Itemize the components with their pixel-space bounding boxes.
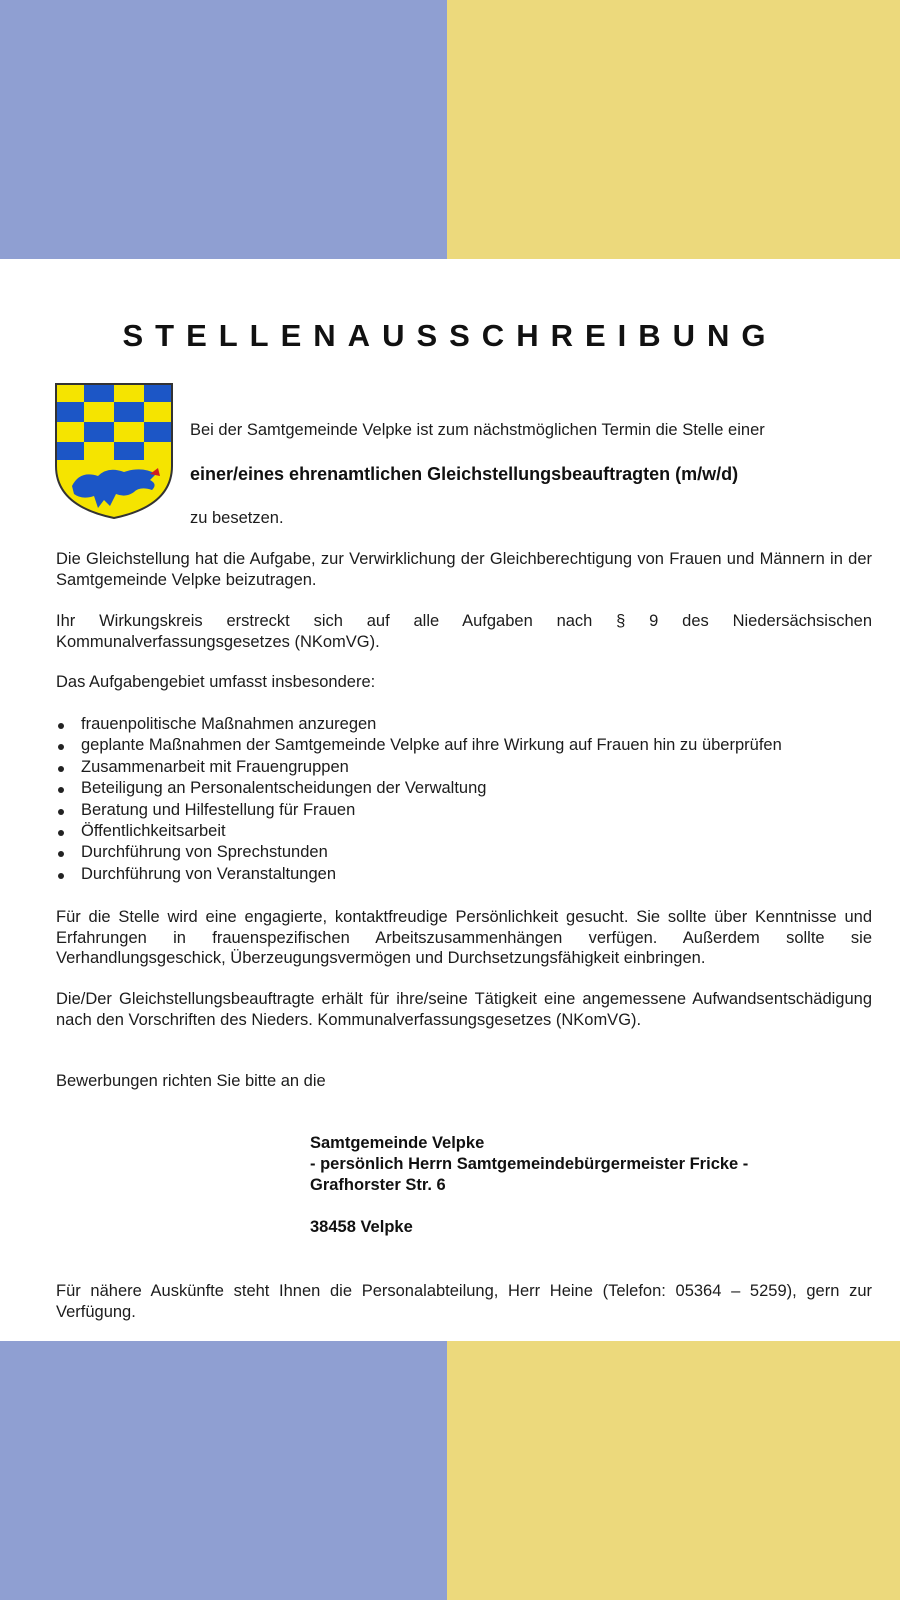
- paragraph-profile: Für die Stelle wird eine engagierte, kontaktfreudige Persönlichkeit gesucht. Sie sollte über Kenntnisse und Erfahrungen in frauenspezifischen Arbeitszusammenhängen verfügen. Außerdem sollte sie Verhandlungsgeschick, Überzeugungsvermögen und Durchsetzungsfähigkeit einbringen.: [56, 908, 872, 967]
- position-title: einer/eines ehrenamtlichen Gleichstellungsbeauftragten (m/w/d): [190, 464, 739, 484]
- list-item: Öffentlichkeitsarbeit: [56, 821, 872, 842]
- bottom-yellow-block: [447, 1341, 900, 1600]
- top-yellow-block: [447, 0, 900, 259]
- address-org: Samtgemeinde Velpke: [310, 1134, 485, 1152]
- list-item: Beratung und Hilfestellung für Frauen: [56, 800, 872, 821]
- intro-text: Bei der Samtgemeinde Velpke ist zum nächstmöglichen Termin die Stelle einer: [190, 421, 765, 439]
- list-item: Durchführung von Veranstaltungen: [56, 864, 872, 885]
- application-address: [310, 1133, 748, 1238]
- paragraph-application-intro: Bewerbungen richten Sie bitte an die: [56, 1072, 326, 1090]
- top-blue-block: [0, 0, 447, 259]
- task-list: [56, 714, 872, 885]
- list-item: Durchführung von Sprechstunden: [56, 842, 872, 863]
- bottom-color-band: [0, 1341, 900, 1600]
- job-posting-document: [0, 259, 900, 1341]
- address-street: Grafhorster Str. 6: [310, 1176, 446, 1194]
- address-city: 38458 Velpke: [310, 1218, 413, 1236]
- list-item: geplante Maßnahmen der Samtgemeinde Velpke auf ihre Wirkung auf Frauen hin zu überprüfen: [56, 735, 872, 756]
- bottom-blue-block: [0, 1341, 447, 1600]
- intro-end-text: zu besetzen.: [190, 509, 284, 527]
- document-title: STELLENAUSSCHREIBUNG: [122, 318, 778, 353]
- paragraph-tasks-intro: Das Aufgabengebiet umfasst insbesondere:: [56, 673, 376, 691]
- list-item: Beteiligung an Personalentscheidungen der Verwaltung: [56, 778, 872, 799]
- list-item: Zusammenarbeit mit Frauengruppen: [56, 757, 872, 778]
- paragraph-contact: Für nähere Auskünfte steht Ihnen die Personalabteilung, Herr Heine (Telefon: 05364 – 5259), gern zur Verfügung.: [56, 1282, 872, 1321]
- paragraph-purpose: Die Gleichstellung hat die Aufgabe, zur Verwirklichung der Gleichberechtigung von Frauen und Männern in der Samtgemeinde Velpke beizutragen.: [56, 550, 872, 589]
- paragraph-scope: Ihr Wirkungskreis erstreckt sich auf alle Aufgaben nach § 9 des Niedersächsischen Kommunalverfassungsgesetzes (NKomVG).: [56, 612, 872, 651]
- top-color-band: [0, 0, 900, 259]
- velpke-coat-of-arms-icon: [54, 382, 174, 520]
- list-item: frauenpolitische Maßnahmen anzuregen: [56, 714, 872, 735]
- paragraph-compensation: Die/Der Gleichstellungsbeauftragte erhält für ihre/seine Tätigkeit eine angemessene Aufwandsentschädigung nach den Vorschriften des Nieders. Kommunalverfassungsgesetzes (NKomVG).: [56, 990, 872, 1029]
- address-attention: - persönlich Herrn Samtgemeindebürgermeister Fricke -: [310, 1155, 749, 1173]
